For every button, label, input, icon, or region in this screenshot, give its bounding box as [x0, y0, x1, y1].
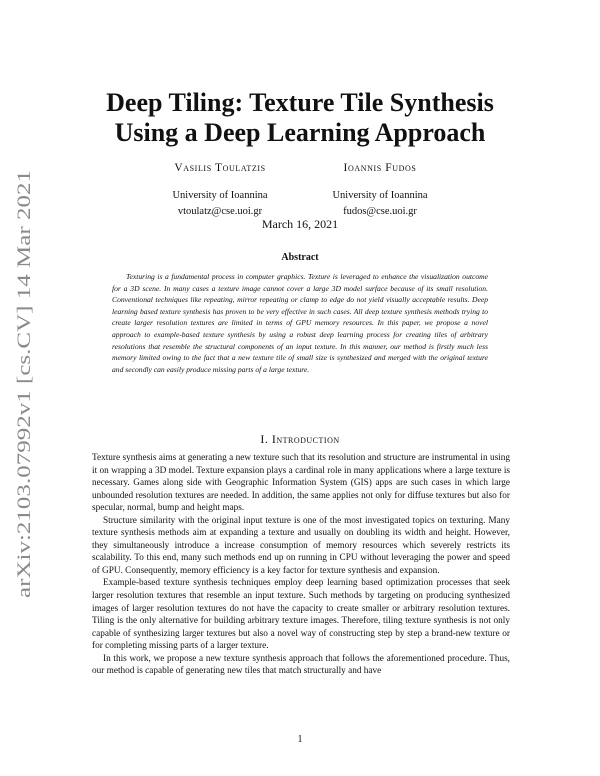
author-email: fudos@cse.uoi.gr — [343, 206, 417, 217]
paragraph: Example-based texture synthesis techniques employ deep learning based optimization processes that seek larger resolution textures that resemble an input texture. Such methods by targeting on producing synthesized images of larger resolution textures do not have the capacity to create smaller or arbitrary resolution textures. Tiling is the only alternative for building arbitrary texture images. Therefore, tiling texture synthesis is not only capable of synthesizing larger textures but also a novel way of constructing step by step a brand-new texture or for completing missing parts of a larger texture. — [92, 578, 510, 652]
paragraph: Texture synthesis aims at generating a new texture such that its resolution and structure are instrumental in using it on wrapping a 3D model. Texture expansion plays a cardinal role in many applications where a large texture is necessary. Games along side with Geographic Information System (GIS) apps are such cases in which large unbounded resolution textures are needed. In addition, the same applies not only for diffuse textures but also for specular, normal, bump and height maps. — [92, 453, 510, 514]
paper-title — [60, 88, 540, 148]
arxiv-stamp-text: arXiv:2103.07992v1 [cs.CV] 14 Mar 2021 — [14, 272, 35, 598]
section-heading-introduction: I. Introduction — [260, 432, 340, 446]
author-affiliation: University of Ioannina — [172, 190, 268, 201]
abstract-heading: Abstract — [281, 252, 319, 263]
abstract-text: Texturing is a fundamental process in computer graphics. Texture is leveraged to enhance the visualization outcome for a 3D scene. In many cases a texture image cannot cover a large 3D model surface because of its small resolution. Conventional techniques like repeating, mirror repeating or clamp to edge do not yield visually acceptable results. Deep learning based texture synthesis has proven to be very effective in such cases. All deep texture synthesis methods trying to create larger resolution textures are limited in terms of GPU memory resources. In this paper, we propose a novel approach to example-based texture synthesis by using a robust deep learning process for creating tiles of arbitrary resolutions that resemble the structural components of an input texture. In this manner, our method is firstly much less memory limited owing to the fact that a new texture tile of small size is synthesized and merged with the original texture and secondly can easily produce missing parts of a large texture. — [112, 272, 488, 374]
introduction-body — [92, 452, 510, 678]
arxiv-stamp — [2, 168, 42, 598]
author-2 — [310, 160, 450, 220]
paper-date: March 16, 2021 — [261, 217, 339, 231]
author-1 — [150, 160, 290, 220]
author-name: Ioannis Fudos — [343, 162, 417, 174]
author-email: vtoulatz@cse.uoi.gr — [177, 206, 263, 217]
author-name: Vasilis Toulatzis — [174, 162, 266, 174]
title-line-2: Using a Deep Learning Approach — [114, 118, 486, 147]
author-block — [150, 160, 450, 220]
paragraph: Structure similarity with the original input texture is one of the most investigated topics on texturing. Many texture synthesis methods aim at expanding a texture and usually on doubling its width and height. However, they simultaneously introduce a increase consumption of memory resources which severely restricts its scalability. To this end, many such methods end up on running in CPU without leveraging the power and speed of GPU. Consequently, memory efficiency is a key factor for texture synthesis and expansion. — [92, 515, 510, 576]
paragraph: In this work, we propose a new texture synthesis approach that follows the aforementioned procedure. Thus, our method is capable of generating new tiles that match structurally and have — [92, 653, 510, 677]
title-line-1: Deep Tiling: Texture Tile Synthesis — [106, 88, 494, 117]
author-affiliation: University of Ioannina — [332, 190, 428, 201]
page-number: 1 — [297, 734, 303, 745]
